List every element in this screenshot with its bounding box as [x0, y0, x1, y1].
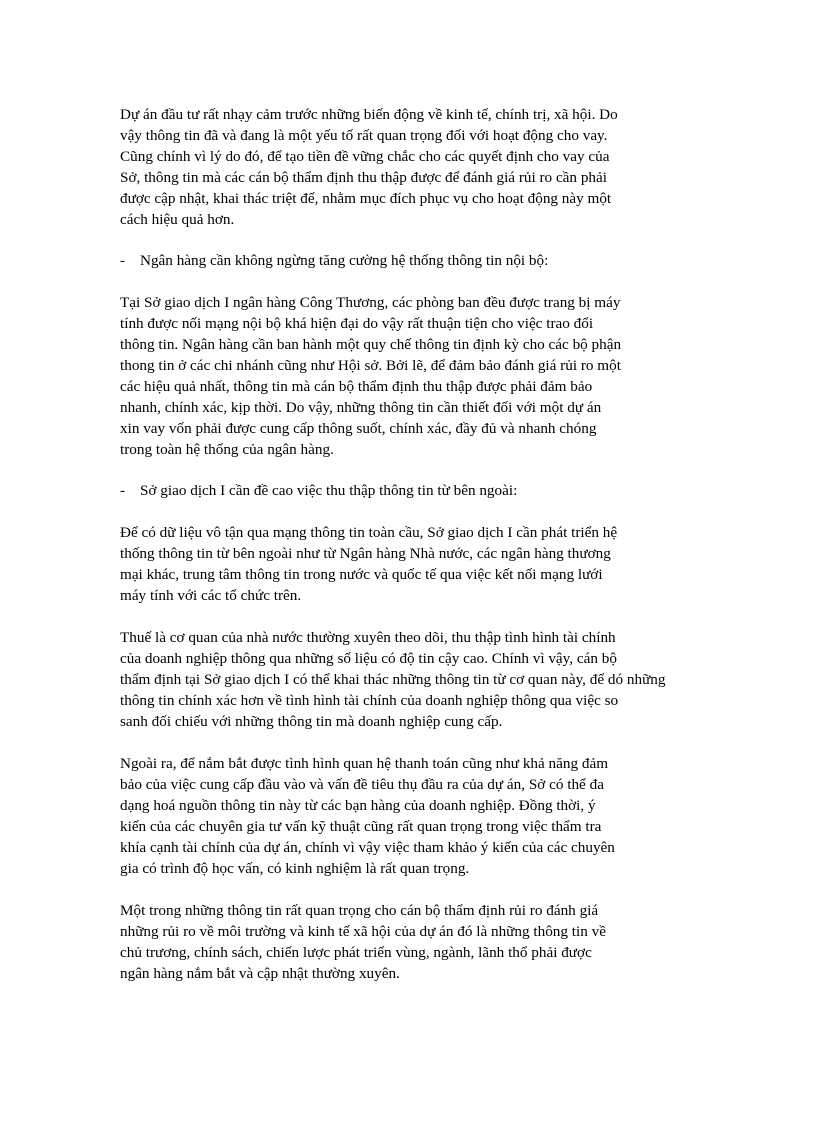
paragraph-partners — [120, 753, 700, 879]
text-line: ngân hàng nắm bắt và cập nhật thường xuyên. — [120, 965, 400, 982]
paragraph-tax-agency — [120, 627, 700, 732]
text-line: vậy thông tin đã và đang là một yếu tố rất quan trọng đối với hoạt động cho vay. — [120, 127, 608, 144]
paragraph-intro — [120, 104, 700, 230]
text-line: dạng hoá nguồn thông tin này từ các bạn hàng của doanh nghiệp. Đồng thời, ý — [120, 797, 596, 814]
text-line: Để có dữ liệu vô tận qua mạng thông tin toàn cầu, Sở giao dịch I cần phát triển hệ — [120, 524, 618, 541]
text-line: trong toàn hệ thống của ngân hàng. — [120, 441, 334, 458]
text-line: Một trong những thông tin rất quan trọng cho cán bộ thẩm định rủi ro đánh giá — [120, 902, 599, 919]
text-line: mại khác, trung tâm thông tin trong nước và quốc tế qua việc kết nối mạng lưới — [120, 566, 603, 583]
bullet-internal-info — [120, 250, 700, 271]
bullet-external-info — [120, 480, 700, 501]
bullet-dash: - — [120, 482, 126, 499]
paragraph-policy — [120, 900, 700, 984]
paragraph-internal-system — [120, 292, 700, 460]
text-line: thống thông tin từ bên ngoài như từ Ngân hàng Nhà nước, các ngân hàng thương — [120, 545, 611, 562]
text-line: thông tin chính xác hơn về tình hình tài chính của doanh nghiệp thông qua việc so — [120, 692, 619, 709]
text-line: thong tin ở các chi nhánh cũng như Hội sở. Bởi lẽ, để đảm bảo đánh giá rủi ro một — [120, 357, 621, 374]
bullet-text: Sở giao dịch I cần đề cao việc thu thập thông tin từ bên ngoài: — [140, 482, 518, 499]
text-line: sanh đối chiếu với những thông tin mà doanh nghiệp cung cấp. — [120, 713, 503, 730]
text-line: những rủi ro về môi trường và kinh tế xã hội của dự án đó là những thông tin về — [120, 923, 606, 940]
text-line: tính được nối mạng nội bộ khá hiện đại do vậy rất thuận tiện cho việc trao đổi — [120, 315, 594, 332]
text-line: thẩm định tại Sở giao dịch I có thể khai thác những thông tin từ cơ quan này, để dó những — [120, 671, 666, 688]
text-line: Tại Sở giao dịch I ngân hàng Công Thương, các phòng ban đều được trang bị máy — [120, 294, 621, 311]
text-line: của doanh nghiệp thông qua những số liệu có độ tin cậy cao. Chính vì vậy, cán bộ — [120, 650, 617, 667]
text-line: xin vay vốn phải được cung cấp thông suốt, chính xác, đầy đủ và nhanh chóng — [120, 420, 597, 437]
bullet-text: Ngân hàng cần không ngừng tăng cường hệ thống thông tin nội bộ: — [140, 252, 549, 269]
paragraph-global-data — [120, 522, 700, 606]
text-line: Dự án đầu tư rất nhạy cảm trước những biến động về kinh tế, chính trị, xã hội. Do — [120, 106, 618, 123]
text-line: gia có trình độ học vấn, có kinh nghiệm là rất quan trọng. — [120, 860, 470, 877]
text-line: cách hiệu quả hơn. — [120, 211, 235, 228]
text-line: Thuế là cơ quan của nhà nước thường xuyên theo dõi, thu thập tình hình tài chính — [120, 629, 616, 646]
text-line: máy tính với các tổ chức trên. — [120, 587, 302, 604]
text-line: nhanh, chính xác, kịp thời. Do vậy, những thông tin cần thiết đối với một dự án — [120, 399, 602, 416]
text-line: thông tin. Ngân hàng cần ban hành một quy chế thông tin định kỳ cho các bộ phận — [120, 336, 622, 353]
text-line: khía cạnh tài chính của dự án, chính vì vậy việc tham khảo ý kiến của các chuyên — [120, 839, 615, 856]
text-line: chủ trương, chính sách, chiến lược phát triển vùng, ngành, lãnh thổ phải được — [120, 944, 592, 961]
bullet-dash: - — [120, 252, 126, 269]
text-line: Ngoài ra, để nắm bắt được tình hình quan hệ thanh toán cũng như khả năng đảm — [120, 755, 609, 772]
text-line: các hiệu quả nhất, thông tin mà cán bộ thẩm định thu thập được phải đảm bảo — [120, 378, 593, 395]
text-line: Sở, thông tin mà các cán bộ thẩm định thu thập được để đánh giá rủi ro cần phải — [120, 169, 607, 186]
text-line: được cập nhật, khai thác triệt để, nhằm mục đích phục vụ cho hoạt động này một — [120, 190, 612, 207]
text-line: Cũng chính vì lý do đó, để tạo tiền đề vững chắc cho các quyết định cho vay của — [120, 148, 610, 165]
text-line: bảo của việc cung cấp đầu vào và vấn đề tiêu thụ đầu ra của dự án, Sở có thể đa — [120, 776, 604, 793]
text-line: kiến của các chuyên gia tư vấn kỹ thuật cũng rất quan trọng trong việc thẩm tra — [120, 818, 602, 835]
document-body — [120, 104, 700, 984]
